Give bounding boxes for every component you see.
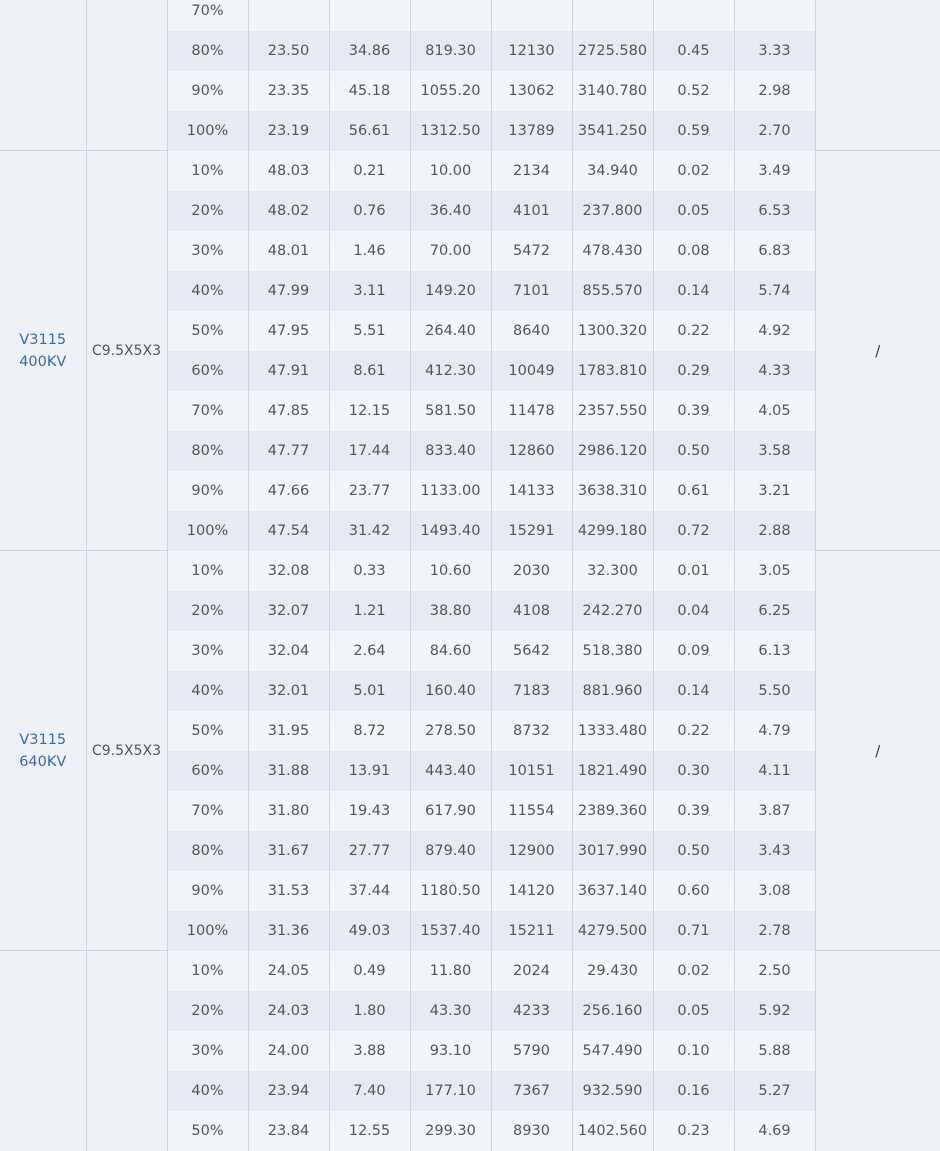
- thrust-cell: 1333.480: [572, 711, 653, 751]
- rpm-cell: 11478: [491, 391, 572, 431]
- current-cell: 0.33: [329, 551, 410, 591]
- torque-cell: 0.59: [653, 111, 734, 151]
- propeller-cell: [86, 951, 167, 1151]
- motor-model-name: V3115: [19, 331, 67, 348]
- efficiency-cell: 5.27: [734, 1071, 815, 1111]
- rpm-cell: 2030: [491, 551, 572, 591]
- current-cell: 0.49: [329, 951, 410, 991]
- thrust-cell: 518.380: [572, 631, 653, 671]
- current-cell: 8.61: [329, 351, 410, 391]
- current-cell: 8.72: [329, 711, 410, 751]
- current-cell: 23.77: [329, 471, 410, 511]
- rpm-cell: 7101: [491, 271, 572, 311]
- propeller-cell: [86, 0, 167, 151]
- throttle-cell: 70%: [167, 791, 248, 831]
- current-cell: 0.76: [329, 191, 410, 231]
- input-power-cell: 84.60: [410, 631, 491, 671]
- motor-model-cell: [0, 551, 86, 951]
- voltage-cell: 32.07: [248, 591, 329, 631]
- thrust-cell: 237.800: [572, 191, 653, 231]
- thrust-cell: 478.430: [572, 231, 653, 271]
- rpm-cell: 13789: [491, 111, 572, 151]
- torque-cell: 0.23: [653, 1111, 734, 1151]
- rpm-cell: 8930: [491, 1111, 572, 1151]
- voltage-cell: 47.77: [248, 431, 329, 471]
- voltage-cell: 24.05: [248, 951, 329, 991]
- rpm-cell: [491, 0, 572, 31]
- rpm-cell: 8640: [491, 311, 572, 351]
- efficiency-cell: 6.83: [734, 231, 815, 271]
- rpm-cell: 13062: [491, 71, 572, 111]
- efficiency-cell: 5.74: [734, 271, 815, 311]
- thrust-cell: 32.300: [572, 551, 653, 591]
- motor-model-cell: [0, 0, 86, 151]
- throttle-cell: 20%: [167, 991, 248, 1031]
- voltage-cell: 31.53: [248, 871, 329, 911]
- rpm-cell: 7367: [491, 1071, 572, 1111]
- throttle-cell: 30%: [167, 1031, 248, 1071]
- rpm-cell: 14120: [491, 871, 572, 911]
- efficiency-cell: 5.88: [734, 1031, 815, 1071]
- torque-cell: 0.71: [653, 911, 734, 951]
- torque-cell: 0.50: [653, 431, 734, 471]
- throttle-cell: 100%: [167, 511, 248, 551]
- torque-cell: 0.08: [653, 231, 734, 271]
- rpm-cell: 11554: [491, 791, 572, 831]
- torque-cell: 0.30: [653, 751, 734, 791]
- voltage-cell: 47.91: [248, 351, 329, 391]
- voltage-cell: 32.04: [248, 631, 329, 671]
- rpm-cell: 4101: [491, 191, 572, 231]
- input-power-cell: 1133.00: [410, 471, 491, 511]
- input-power-cell: 38.80: [410, 591, 491, 631]
- rpm-cell: 12900: [491, 831, 572, 871]
- voltage-cell: 23.50: [248, 31, 329, 71]
- throttle-cell: 80%: [167, 831, 248, 871]
- input-power-cell: [410, 0, 491, 31]
- input-power-cell: 264.40: [410, 311, 491, 351]
- note-cell: [815, 951, 940, 1151]
- efficiency-cell: 6.25: [734, 591, 815, 631]
- table-row: [0, 951, 940, 991]
- throttle-cell: 70%: [167, 0, 248, 31]
- thrust-cell: 2725.580: [572, 31, 653, 71]
- rpm-cell: 5642: [491, 631, 572, 671]
- voltage-cell: 31.88: [248, 751, 329, 791]
- current-cell: 56.61: [329, 111, 410, 151]
- throttle-cell: 40%: [167, 1071, 248, 1111]
- rpm-cell: 15291: [491, 511, 572, 551]
- voltage-cell: 23.35: [248, 71, 329, 111]
- throttle-cell: 60%: [167, 351, 248, 391]
- table-row: [0, 551, 940, 591]
- throttle-cell: 10%: [167, 151, 248, 191]
- efficiency-cell: 3.05: [734, 551, 815, 591]
- efficiency-cell: 3.49: [734, 151, 815, 191]
- thrust-cell: 932.590: [572, 1071, 653, 1111]
- voltage-cell: 47.85: [248, 391, 329, 431]
- voltage-cell: 23.94: [248, 1071, 329, 1111]
- input-power-cell: 149.20: [410, 271, 491, 311]
- throttle-cell: 80%: [167, 431, 248, 471]
- thrust-cell: 3541.250: [572, 111, 653, 151]
- throttle-cell: 70%: [167, 391, 248, 431]
- torque-cell: 0.05: [653, 991, 734, 1031]
- efficiency-cell: 3.43: [734, 831, 815, 871]
- current-cell: 3.88: [329, 1031, 410, 1071]
- voltage-cell: 24.03: [248, 991, 329, 1031]
- thrust-cell: 2389.360: [572, 791, 653, 831]
- torque-cell: 0.04: [653, 591, 734, 631]
- efficiency-cell: 2.78: [734, 911, 815, 951]
- throttle-cell: 90%: [167, 471, 248, 511]
- torque-cell: 0.01: [653, 551, 734, 591]
- torque-cell: 0.10: [653, 1031, 734, 1071]
- throttle-cell: 80%: [167, 31, 248, 71]
- voltage-cell: 48.01: [248, 231, 329, 271]
- thrust-cell: 1783.810: [572, 351, 653, 391]
- note-cell: [815, 0, 940, 151]
- rpm-cell: 2024: [491, 951, 572, 991]
- throttle-cell: 100%: [167, 111, 248, 151]
- input-power-cell: 1180.50: [410, 871, 491, 911]
- input-power-cell: 10.60: [410, 551, 491, 591]
- current-cell: 31.42: [329, 511, 410, 551]
- thrust-cell: [572, 0, 653, 31]
- input-power-cell: 43.30: [410, 991, 491, 1031]
- torque-cell: 0.16: [653, 1071, 734, 1111]
- thrust-cell: 3140.780: [572, 71, 653, 111]
- rpm-cell: 10049: [491, 351, 572, 391]
- input-power-cell: 160.40: [410, 671, 491, 711]
- voltage-cell: 31.67: [248, 831, 329, 871]
- torque-cell: 0.39: [653, 791, 734, 831]
- torque-cell: 0.60: [653, 871, 734, 911]
- efficiency-cell: 5.92: [734, 991, 815, 1031]
- table-row: [0, 151, 940, 191]
- thrust-cell: 29.430: [572, 951, 653, 991]
- efficiency-cell: 3.33: [734, 31, 815, 71]
- voltage-cell: 24.00: [248, 1031, 329, 1071]
- throttle-cell: 10%: [167, 551, 248, 591]
- input-power-cell: 177.10: [410, 1071, 491, 1111]
- torque-cell: 0.09: [653, 631, 734, 671]
- throttle-cell: 20%: [167, 191, 248, 231]
- input-power-cell: 1493.40: [410, 511, 491, 551]
- torque-cell: 0.14: [653, 271, 734, 311]
- current-cell: 3.11: [329, 271, 410, 311]
- rpm-cell: 5790: [491, 1031, 572, 1071]
- efficiency-cell: 6.13: [734, 631, 815, 671]
- current-cell: 34.86: [329, 31, 410, 71]
- input-power-cell: 1312.50: [410, 111, 491, 151]
- input-power-cell: 11.80: [410, 951, 491, 991]
- torque-cell: 0.05: [653, 191, 734, 231]
- torque-cell: 0.72: [653, 511, 734, 551]
- current-cell: 1.21: [329, 591, 410, 631]
- thrust-cell: 3017.990: [572, 831, 653, 871]
- rpm-cell: 4108: [491, 591, 572, 631]
- current-cell: 5.51: [329, 311, 410, 351]
- torque-cell: 0.29: [653, 351, 734, 391]
- throttle-cell: 30%: [167, 631, 248, 671]
- thrust-cell: 855.570: [572, 271, 653, 311]
- torque-cell: 0.14: [653, 671, 734, 711]
- efficiency-cell: [734, 0, 815, 31]
- current-cell: [329, 0, 410, 31]
- torque-cell: 0.02: [653, 951, 734, 991]
- input-power-cell: 1055.20: [410, 71, 491, 111]
- current-cell: 17.44: [329, 431, 410, 471]
- voltage-cell: 47.99: [248, 271, 329, 311]
- voltage-cell: 23.19: [248, 111, 329, 151]
- thrust-cell: 4279.500: [572, 911, 653, 951]
- input-power-cell: 1537.40: [410, 911, 491, 951]
- current-cell: 49.03: [329, 911, 410, 951]
- throttle-cell: 50%: [167, 311, 248, 351]
- efficiency-cell: 4.92: [734, 311, 815, 351]
- throttle-cell: 10%: [167, 951, 248, 991]
- throttle-cell: 100%: [167, 911, 248, 951]
- current-cell: 7.40: [329, 1071, 410, 1111]
- torque-cell: 0.22: [653, 311, 734, 351]
- throttle-cell: 30%: [167, 231, 248, 271]
- current-cell: 12.15: [329, 391, 410, 431]
- input-power-cell: 833.40: [410, 431, 491, 471]
- voltage-cell: 47.54: [248, 511, 329, 551]
- input-power-cell: 10.00: [410, 151, 491, 191]
- torque-cell: [653, 0, 734, 31]
- voltage-cell: 47.95: [248, 311, 329, 351]
- voltage-cell: 31.95: [248, 711, 329, 751]
- torque-cell: 0.39: [653, 391, 734, 431]
- rpm-cell: 10151: [491, 751, 572, 791]
- thrust-cell: 3638.310: [572, 471, 653, 511]
- voltage-cell: [248, 0, 329, 31]
- torque-cell: 0.61: [653, 471, 734, 511]
- throttle-cell: 90%: [167, 71, 248, 111]
- throttle-cell: 50%: [167, 1111, 248, 1151]
- input-power-cell: 879.40: [410, 831, 491, 871]
- throttle-cell: 40%: [167, 671, 248, 711]
- thrust-cell: 1402.560: [572, 1111, 653, 1151]
- thrust-cell: 34.940: [572, 151, 653, 191]
- motor-model-name: V3115: [19, 731, 67, 748]
- rpm-cell: 2134: [491, 151, 572, 191]
- rpm-cell: 8732: [491, 711, 572, 751]
- efficiency-cell: 2.88: [734, 511, 815, 551]
- motor-model-cell: [0, 151, 86, 551]
- efficiency-cell: 2.70: [734, 111, 815, 151]
- input-power-cell: 36.40: [410, 191, 491, 231]
- current-cell: 12.55: [329, 1111, 410, 1151]
- thrust-cell: 242.270: [572, 591, 653, 631]
- efficiency-cell: 6.53: [734, 191, 815, 231]
- efficiency-cell: 2.98: [734, 71, 815, 111]
- propeller-cell: C9.5X5X3: [86, 151, 167, 551]
- efficiency-cell: 4.33: [734, 351, 815, 391]
- efficiency-cell: 4.11: [734, 751, 815, 791]
- input-power-cell: 70.00: [410, 231, 491, 271]
- rpm-cell: 12130: [491, 31, 572, 71]
- efficiency-cell: 4.79: [734, 711, 815, 751]
- torque-cell: 0.22: [653, 711, 734, 751]
- voltage-cell: 32.01: [248, 671, 329, 711]
- thrust-cell: 4299.180: [572, 511, 653, 551]
- thrust-cell: 547.490: [572, 1031, 653, 1071]
- voltage-cell: 48.02: [248, 191, 329, 231]
- rpm-cell: 7183: [491, 671, 572, 711]
- motor-kv-rating: 400KV: [19, 353, 67, 370]
- efficiency-cell: 3.58: [734, 431, 815, 471]
- input-power-cell: 617.90: [410, 791, 491, 831]
- torque-cell: 0.45: [653, 31, 734, 71]
- efficiency-cell: 4.05: [734, 391, 815, 431]
- throttle-cell: 20%: [167, 591, 248, 631]
- input-power-cell: 412.30: [410, 351, 491, 391]
- note-cell: /: [815, 151, 940, 551]
- efficiency-cell: 3.21: [734, 471, 815, 511]
- voltage-cell: 31.36: [248, 911, 329, 951]
- voltage-cell: 47.66: [248, 471, 329, 511]
- rpm-cell: 5472: [491, 231, 572, 271]
- current-cell: 19.43: [329, 791, 410, 831]
- current-cell: 2.64: [329, 631, 410, 671]
- rpm-cell: 4233: [491, 991, 572, 1031]
- current-cell: 27.77: [329, 831, 410, 871]
- rpm-cell: 12860: [491, 431, 572, 471]
- voltage-cell: 31.80: [248, 791, 329, 831]
- current-cell: 5.01: [329, 671, 410, 711]
- thrust-cell: 2986.120: [572, 431, 653, 471]
- efficiency-cell: 3.08: [734, 871, 815, 911]
- throttle-cell: 40%: [167, 271, 248, 311]
- current-cell: 13.91: [329, 751, 410, 791]
- rpm-cell: 14133: [491, 471, 572, 511]
- input-power-cell: 581.50: [410, 391, 491, 431]
- throttle-cell: 90%: [167, 871, 248, 911]
- current-cell: 1.80: [329, 991, 410, 1031]
- motor-kv-rating: 640KV: [19, 753, 67, 770]
- torque-cell: 0.02: [653, 151, 734, 191]
- voltage-cell: 23.84: [248, 1111, 329, 1151]
- current-cell: 45.18: [329, 71, 410, 111]
- input-power-cell: 278.50: [410, 711, 491, 751]
- note-cell: /: [815, 551, 940, 951]
- efficiency-cell: 5.50: [734, 671, 815, 711]
- input-power-cell: 819.30: [410, 31, 491, 71]
- rpm-cell: 15211: [491, 911, 572, 951]
- voltage-cell: 32.08: [248, 551, 329, 591]
- torque-cell: 0.52: [653, 71, 734, 111]
- thrust-cell: 256.160: [572, 991, 653, 1031]
- table-row: [0, 0, 940, 31]
- current-cell: 1.46: [329, 231, 410, 271]
- efficiency-cell: 2.50: [734, 951, 815, 991]
- input-power-cell: 299.30: [410, 1111, 491, 1151]
- input-power-cell: 443.40: [410, 751, 491, 791]
- motor-model-cell: [0, 951, 86, 1151]
- voltage-cell: 48.03: [248, 151, 329, 191]
- efficiency-cell: 3.87: [734, 791, 815, 831]
- efficiency-cell: 4.69: [734, 1111, 815, 1151]
- current-cell: 0.21: [329, 151, 410, 191]
- thrust-cell: 881.960: [572, 671, 653, 711]
- current-cell: 37.44: [329, 871, 410, 911]
- throttle-cell: 50%: [167, 711, 248, 751]
- propeller-cell: C9.5X5X3: [86, 551, 167, 951]
- thrust-cell: 1300.320: [572, 311, 653, 351]
- torque-cell: 0.50: [653, 831, 734, 871]
- thrust-cell: 3637.140: [572, 871, 653, 911]
- thrust-cell: 2357.550: [572, 391, 653, 431]
- thrust-cell: 1821.490: [572, 751, 653, 791]
- input-power-cell: 93.10: [410, 1031, 491, 1071]
- throttle-cell: 60%: [167, 751, 248, 791]
